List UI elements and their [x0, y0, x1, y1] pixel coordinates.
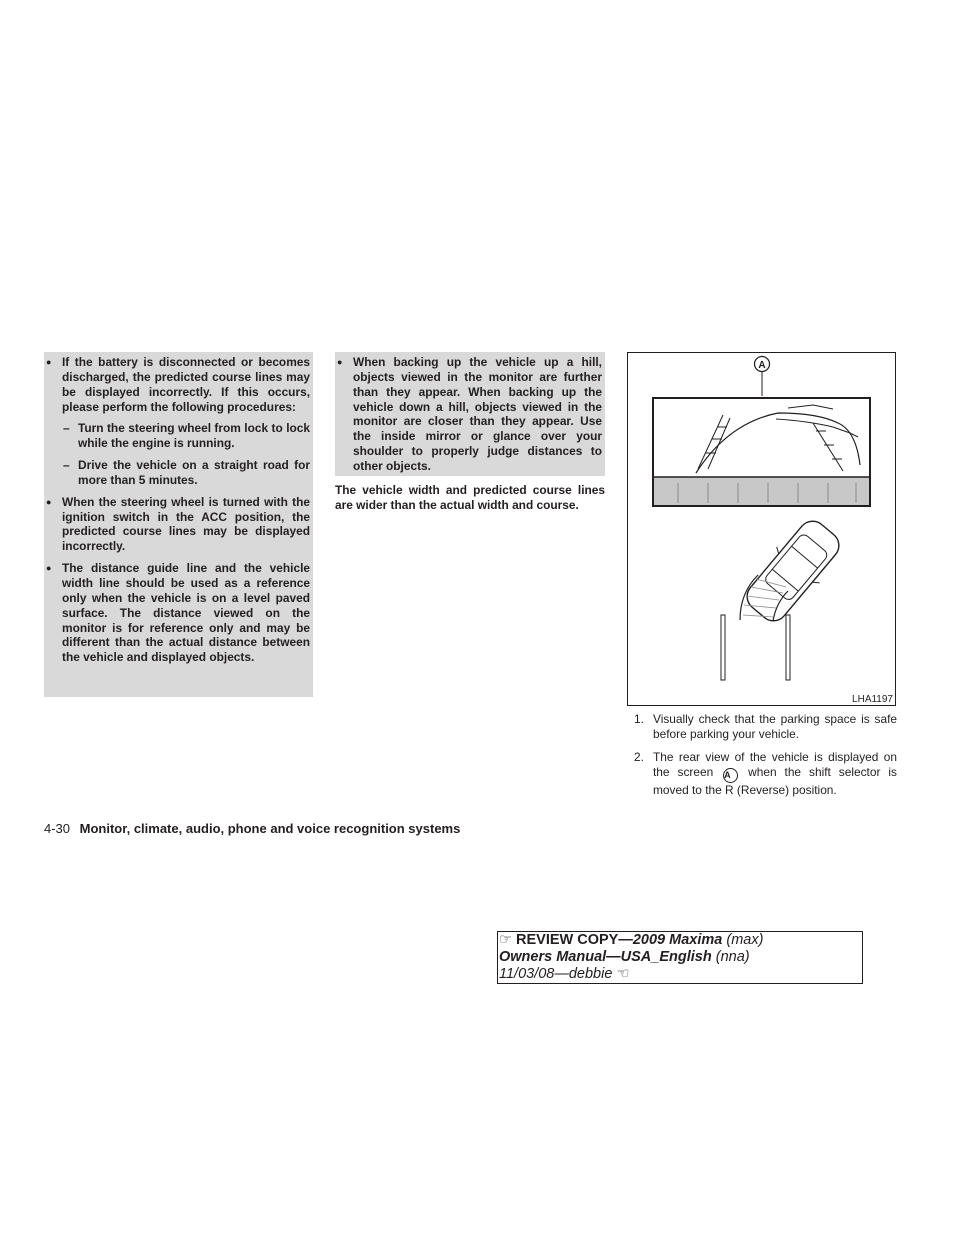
section-title: Monitor, climate, audio, phone and voice recognition systems	[79, 821, 461, 836]
screen-marker-a: A	[723, 768, 738, 783]
note-vehicle-width: The vehicle width and predicted course lines are wider than the actual width and course.	[335, 483, 605, 512]
figure-code: LHA1197	[852, 694, 893, 705]
figure-marker-a: A	[758, 360, 766, 371]
rear-view-figure	[627, 352, 896, 706]
steps-list	[627, 712, 897, 805]
bullet-hill: ● When backing up the vehicle up a hill, objects viewed in the monitor are further than they appear. When backing up the vehicle down a hill, objects viewed in the monitor are closer than they appear. Use the inside mirror or glance over your shoulder to properly judge distances to other objects.	[335, 355, 602, 474]
warning-box-middle	[335, 352, 605, 476]
rear-view-illustration	[628, 353, 895, 705]
warning-box-left	[44, 352, 313, 697]
review-copy-stamp: ☞ REVIEW COPY—2009 Maxima (max) Owners Manual—USA_English (nna) 11/03/08—debbie ☜	[497, 931, 863, 984]
pointing-hand-right-icon: ☞	[499, 932, 512, 948]
bullet-battery: ● If the battery is disconnected or becomes discharged, the predicted course lines may be displayed incorrectly. If this occurs, please perform the following procedures:	[44, 355, 310, 414]
sub-item-drive: – Drive the vehicle on a straight road for more than 5 minutes.	[44, 458, 310, 488]
sub-item-steering: – Turn the steering wheel from lock to lock while the engine is running.	[44, 421, 310, 451]
step-2: 2. The rear view of the vehicle is displayed on the screen A when the shift selector is moved to the R (Reverse) position.	[634, 749, 897, 797]
bullet-distance-guide: ● The distance guide line and the vehicle width line should be used as a reference only when the vehicle is on a level paved surface. The distance viewed on the monitor is for reference only and may be different than the actual distance between the vehicle and displayed objects.	[44, 561, 310, 665]
page-footer	[44, 821, 460, 836]
page-number: 4-30	[44, 821, 71, 836]
bullet-acc: ● When the steering wheel is turned with the ignition switch in the ACC position, the predicted course lines may be displayed incorrectly.	[44, 495, 310, 554]
pointing-hand-left-icon: ☜	[616, 966, 630, 982]
step-1: 1. Visually check that the parking space is safe before parking your vehicle.	[634, 712, 897, 741]
